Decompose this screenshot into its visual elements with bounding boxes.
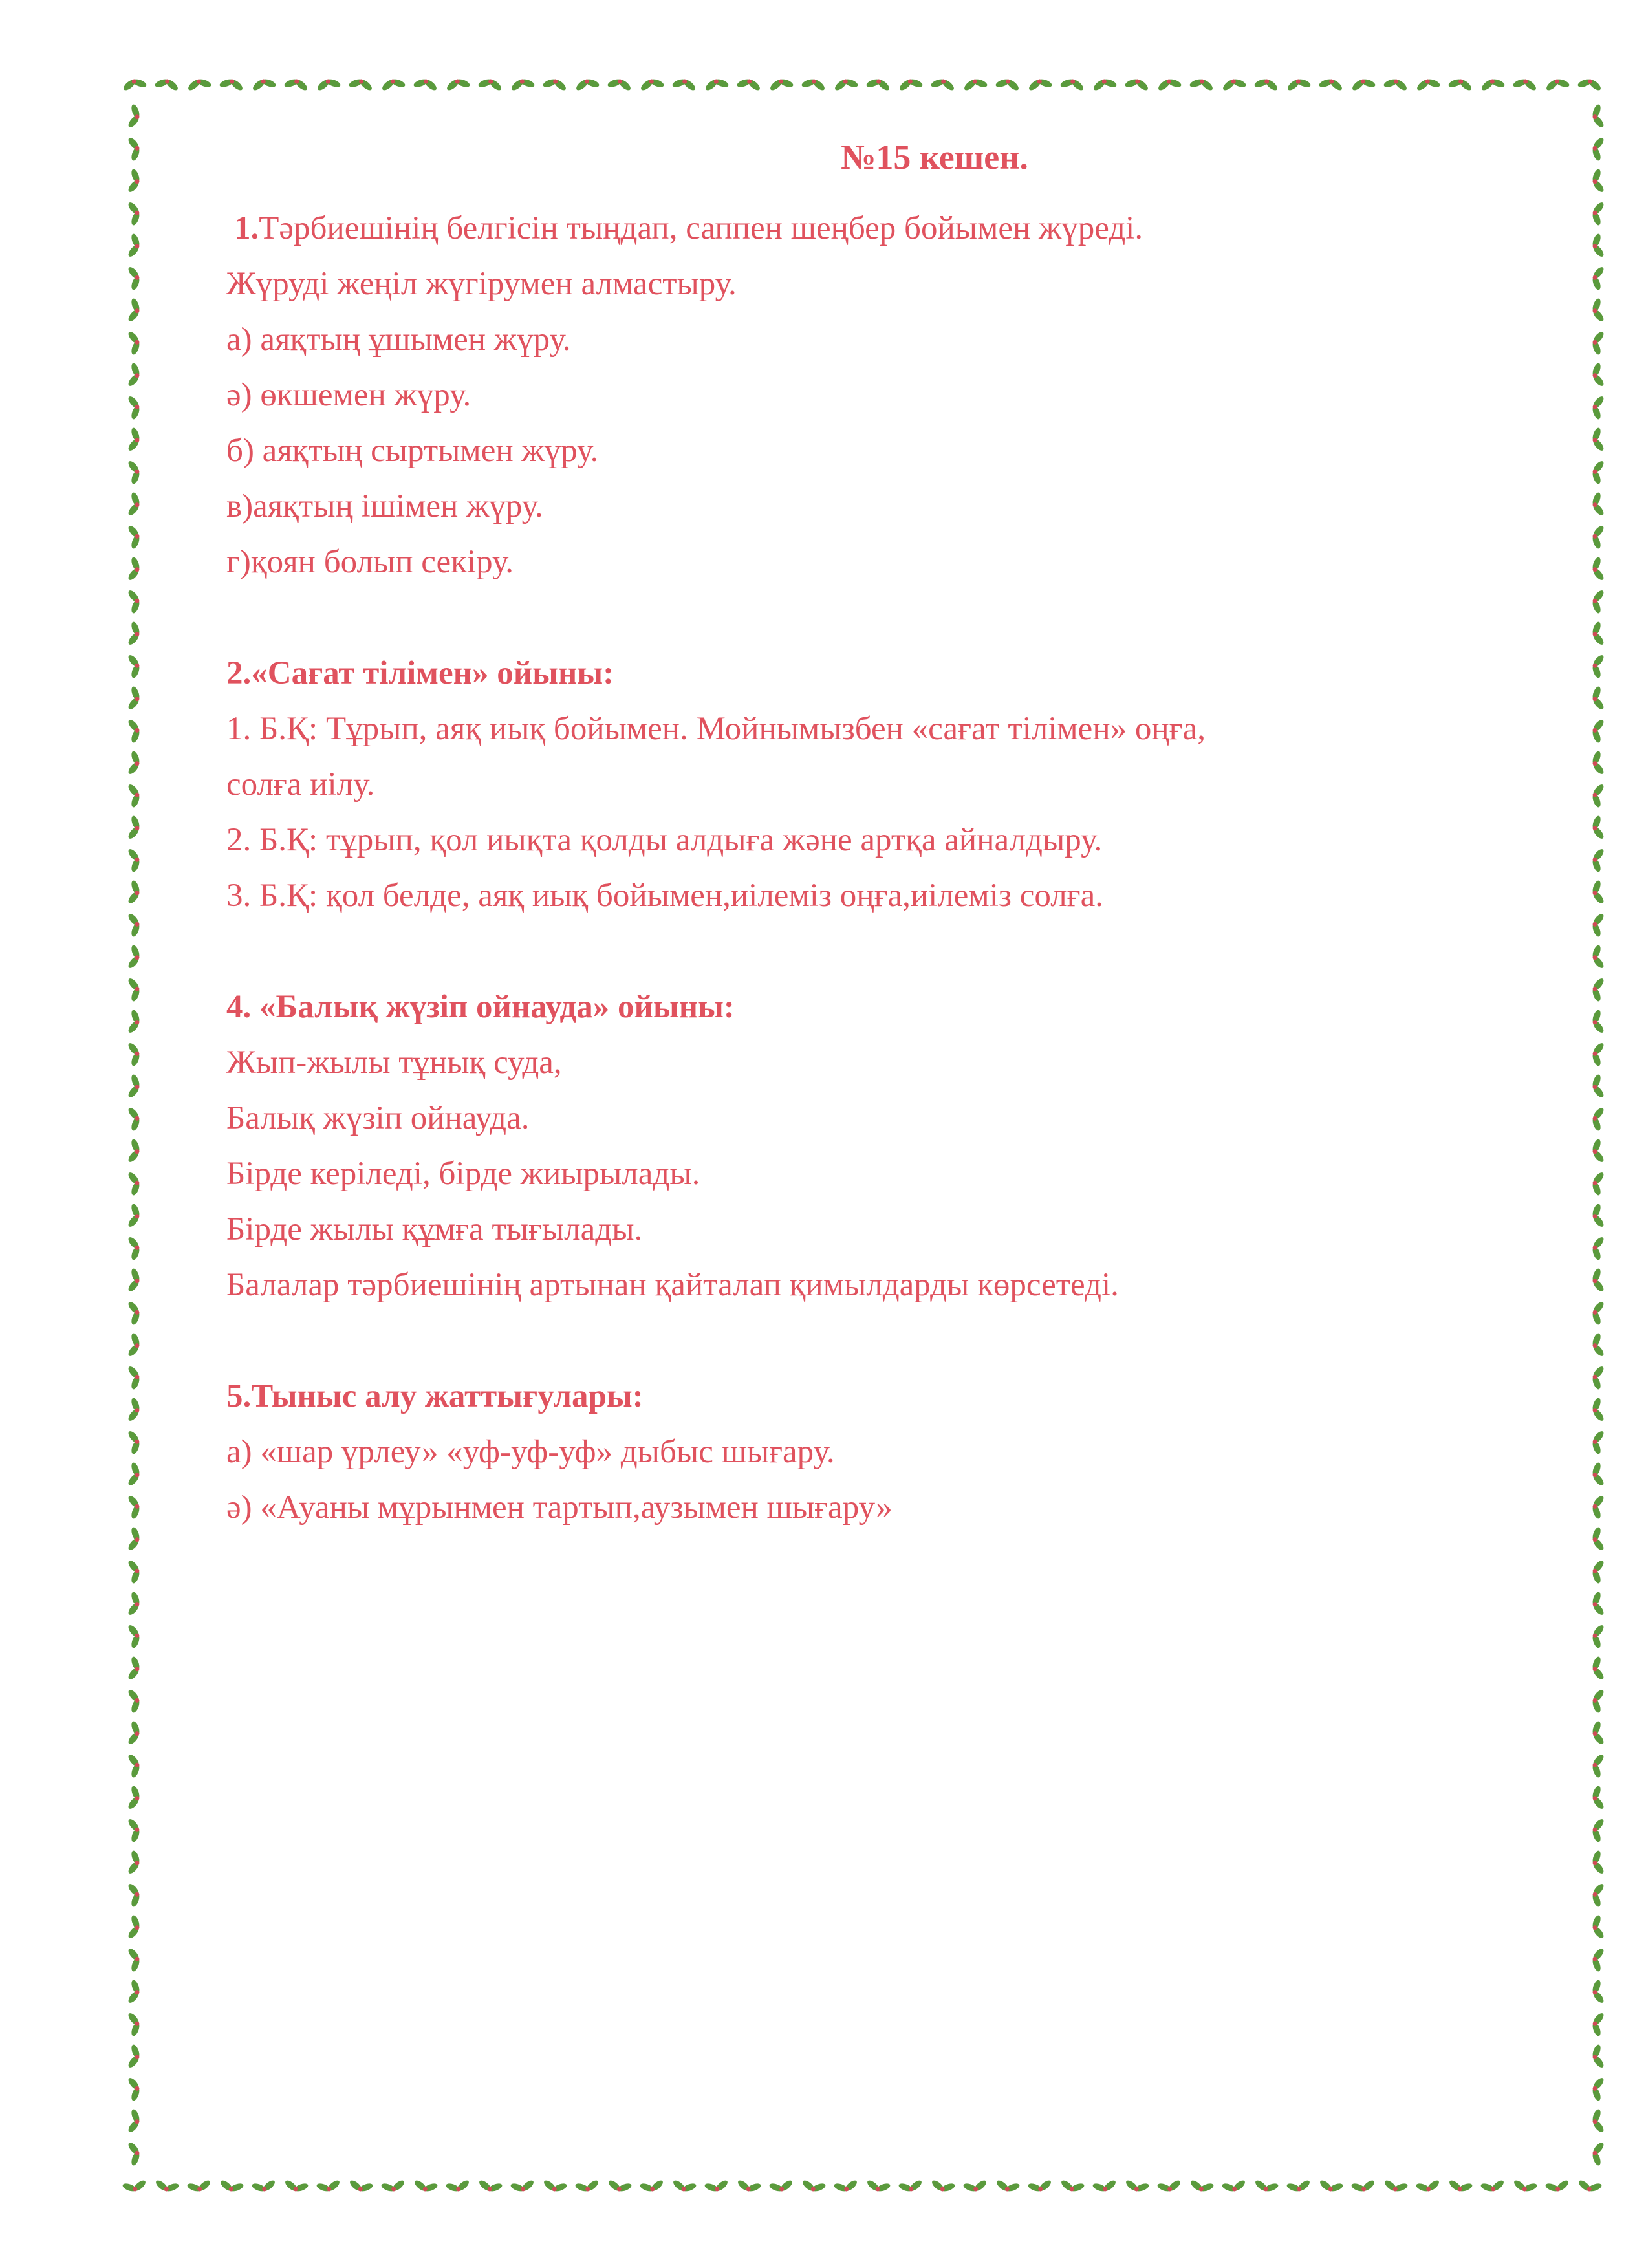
holly-sprig-icon (897, 2178, 925, 2195)
holly-sprig-icon (1589, 103, 1606, 131)
holly-sprig-icon (126, 2011, 143, 2038)
holly-sprig-icon (126, 653, 143, 680)
holly-sprig-icon (126, 491, 143, 519)
holly-sprig-icon (1350, 2178, 1378, 2195)
holly-sprig-icon (315, 2178, 343, 2195)
holly-sprig-icon (126, 750, 143, 777)
holly-sprig-icon (703, 76, 731, 92)
holly-sprig-icon (606, 2178, 634, 2195)
holly-sprig-icon (638, 76, 666, 92)
holly-sprig-icon (1589, 459, 1606, 486)
holly-sprig-icon (126, 362, 143, 389)
holly-sprig-icon (1589, 297, 1606, 325)
holly-sprig-icon (477, 2178, 504, 2195)
holly-sprig-icon (1285, 2178, 1313, 2195)
holly-sprig-icon (126, 1138, 143, 1165)
holly-sprig-icon (126, 1202, 143, 1230)
section-5-line: ә) «Ауаны мұрынмен тартып,аузымен шығару» (226, 1489, 893, 1526)
holly-sprig-icon (1091, 2178, 1119, 2195)
holly-sprig-icon (1253, 2178, 1281, 2195)
holly-sprig-icon (126, 426, 143, 454)
holly-sprig-icon (1589, 685, 1606, 713)
holly-sprig-icon (1589, 2011, 1606, 2038)
section-5 (226, 1368, 1533, 1535)
holly-sprig-icon (1589, 200, 1606, 228)
section-2-line: солға иілу. (226, 766, 375, 803)
holly-sprig-icon (1188, 76, 1216, 92)
holly-sprig-icon (541, 76, 569, 92)
holly-sprig-icon (126, 1267, 143, 1295)
holly-sprig-icon (1123, 2178, 1151, 2195)
section-5-line: а) «шар үрлеу» «уф-уф-уф» дыбыс шығару. (226, 1434, 835, 1470)
holly-sprig-icon (126, 1817, 143, 1844)
section-4-line: Балық жүзіп ойнауда. (226, 1100, 530, 1136)
holly-sprig-icon (994, 2178, 1022, 2195)
section-4-line: Балалар тәрбиешінің артынан қайталап қимылдарды көрсетеді. (226, 1267, 1119, 1303)
holly-sprig-icon (126, 459, 143, 486)
holly-sprig-icon (1589, 653, 1606, 680)
holly-sprig-icon (832, 2178, 860, 2195)
holly-sprig-icon (126, 685, 143, 713)
holly-sprig-icon (1589, 911, 1606, 939)
holly-sprig-icon (218, 2178, 246, 2195)
section-1-line: Жүруді жеңіл жүгірумен алмастыру. (226, 266, 737, 302)
holly-sprig-icon (126, 1655, 143, 1683)
holly-sprig-icon (1589, 1041, 1606, 1068)
holly-sprig-icon (126, 103, 143, 131)
holly-sprig-icon (865, 2178, 893, 2195)
holly-sprig-icon (832, 76, 860, 92)
holly-sprig-icon (126, 814, 143, 842)
page-title: №15 кешен. (841, 138, 1028, 177)
holly-sprig-icon (1317, 2178, 1345, 2195)
holly-sprig-icon (126, 1493, 143, 1521)
section-1-line: ә) өкшемен жүру. (226, 377, 471, 413)
holly-sprig-icon (153, 2178, 181, 2195)
holly-sprig-icon (126, 620, 143, 648)
holly-sprig-icon (1059, 76, 1087, 92)
holly-sprig-icon (1589, 1784, 1606, 1812)
holly-sprig-icon (1026, 76, 1054, 92)
holly-sprig-icon (1589, 1687, 1606, 1715)
holly-sprig-icon (126, 1849, 143, 1877)
holly-sprig-icon (126, 1784, 143, 1812)
holly-sprig-icon (1589, 491, 1606, 519)
holly-sprig-icon (126, 329, 143, 357)
holly-sprig-icon (1589, 2140, 1606, 2168)
section-1-first-text: Тәрбиешінің белгісін тыңдап, саппен шеңбер бойымен жүреді. (259, 210, 1143, 246)
holly-sprig-icon (126, 588, 143, 616)
holly-sprig-icon (1589, 1493, 1606, 1521)
holly-sprig-icon (1544, 76, 1572, 92)
section-5-heading: 5.Тыныс алу жаттығулары: (226, 1378, 644, 1414)
holly-sprig-icon (250, 2178, 278, 2195)
holly-sprig-icon (1511, 2178, 1539, 2195)
holly-sprig-icon (1589, 1461, 1606, 1489)
holly-sprig-icon (186, 2178, 213, 2195)
holly-sprig-icon (126, 1461, 143, 1489)
holly-sprig-icon (1589, 1752, 1606, 1780)
holly-sprig-icon (444, 76, 472, 92)
spacer (226, 590, 1533, 645)
holly-sprig-icon (126, 911, 143, 939)
holly-sprig-icon (929, 76, 957, 92)
holly-sprig-icon (1026, 2178, 1054, 2195)
section-1-line: г)қоян болып секіру. (226, 544, 514, 580)
holly-sprig-icon (283, 2178, 310, 2195)
holly-sprig-icon (126, 1526, 143, 1553)
holly-sprig-icon (768, 76, 796, 92)
holly-sprig-icon (1589, 232, 1606, 260)
holly-sprig-icon (126, 1396, 143, 1424)
holly-sprig-icon (1589, 329, 1606, 357)
holly-sprig-icon (126, 847, 143, 874)
holly-sprig-icon (186, 76, 213, 92)
holly-sprig-icon (126, 1170, 143, 1198)
holly-sprig-icon (574, 2178, 601, 2195)
holly-sprig-icon (1589, 1073, 1606, 1101)
holly-sprig-icon (606, 76, 634, 92)
section-4 (226, 979, 1533, 1313)
holly-sprig-icon (574, 76, 601, 92)
holly-sprig-icon (126, 394, 143, 422)
section-4-line: Бірде жылы құмға тығылады. (226, 1211, 643, 1247)
holly-sprig-icon (1589, 847, 1606, 874)
holly-sprig-icon (1589, 1429, 1606, 1456)
holly-sprig-icon (1589, 1332, 1606, 1359)
holly-sprig-icon (1589, 944, 1606, 971)
holly-sprig-icon (1091, 76, 1119, 92)
holly-sprig-icon (1589, 1558, 1606, 1586)
holly-sprig-icon (1589, 135, 1606, 163)
holly-sprig-icon (126, 1914, 143, 1941)
holly-sprig-icon (1589, 588, 1606, 616)
holly-sprig-icon (250, 76, 278, 92)
holly-sprig-icon (1589, 1396, 1606, 1424)
holly-sprig-icon (126, 1332, 143, 1359)
holly-sprig-icon (1589, 1881, 1606, 1909)
spacer (226, 1313, 1533, 1368)
holly-sprig-icon (126, 1946, 143, 1974)
section-2-line: 3. Б.Қ: қол белде, аяқ иық бойымен,иілеміз оңға,иілеміз солға. (226, 878, 1103, 914)
holly-sprig-icon (671, 2178, 698, 2195)
holly-sprig-icon (412, 76, 440, 92)
holly-sprig-icon (1589, 717, 1606, 745)
holly-sprig-icon (1479, 2178, 1507, 2195)
holly-sprig-icon (1589, 1235, 1606, 1262)
holly-sprig-icon (126, 879, 143, 907)
holly-sprig-icon (126, 2140, 143, 2168)
holly-sprig-icon (126, 1008, 143, 1036)
section-4-line: Бірде керіледі, бірде жиырылады. (226, 1156, 700, 1192)
holly-sprig-icon (126, 2108, 143, 2135)
holly-sprig-icon (1589, 1299, 1606, 1327)
section-2 (226, 645, 1533, 923)
holly-sprig-icon (126, 782, 143, 810)
holly-sprig-icon (1589, 1590, 1606, 1618)
holly-sprig-icon (1589, 879, 1606, 907)
holly-sprig-icon (1589, 1817, 1606, 1844)
holly-sprig-icon (1576, 2178, 1604, 2195)
section-1-line: а) аяқтың ұшымен жүру. (226, 321, 571, 358)
holly-sprig-icon (671, 76, 698, 92)
holly-sprig-icon (126, 1720, 143, 1747)
holly-sprig-icon (1589, 620, 1606, 648)
holly-sprig-icon (126, 1429, 143, 1456)
holly-sprig-icon (126, 232, 143, 260)
holly-sprig-icon (126, 1073, 143, 1101)
holly-sprig-icon (126, 1590, 143, 1618)
holly-sprig-icon (1220, 2178, 1248, 2195)
spacer (226, 923, 1533, 979)
section-1-line: в)аяқтың ішімен жүру. (226, 488, 543, 524)
holly-sprig-icon (126, 1041, 143, 1068)
holly-sprig-icon (153, 76, 181, 92)
holly-sprig-icon (1589, 1978, 1606, 2006)
holly-sprig-icon (1479, 76, 1507, 92)
holly-sprig-icon (1414, 2178, 1442, 2195)
section-1 (226, 200, 1533, 590)
holly-sprig-icon (541, 2178, 569, 2195)
holly-sprig-icon (1589, 1849, 1606, 1877)
holly-sprig-icon (1156, 76, 1184, 92)
holly-sprig-icon (380, 2178, 407, 2195)
holly-sprig-icon (1220, 76, 1248, 92)
holly-sprig-icon (126, 2075, 143, 2103)
section-4-heading: 4. «Балық жүзіп ойнауда» ойыны: (226, 989, 735, 1025)
section-1-number: 1. (234, 210, 259, 246)
holly-sprig-icon (800, 76, 828, 92)
holly-sprig-icon (347, 76, 375, 92)
holly-sprig-icon (1589, 976, 1606, 1004)
holly-sprig-icon (126, 200, 143, 228)
section-2-line: 2. Б.Қ: тұрып, қол иықта қолды алдыға және артқа айналдыру. (226, 822, 1103, 858)
holly-sprig-icon (1059, 2178, 1087, 2195)
holly-sprig-icon (1511, 76, 1539, 92)
holly-sprig-icon (126, 1978, 143, 2006)
holly-sprig-icon (126, 297, 143, 325)
holly-sprig-icon (1589, 2108, 1606, 2135)
holly-sprig-icon (1589, 1105, 1606, 1133)
holly-sprig-icon (962, 2178, 990, 2195)
holly-sprig-icon (768, 2178, 796, 2195)
holly-sprig-icon (1589, 394, 1606, 422)
section-2-heading: 2.«Сағат тілімен» ойыны: (226, 655, 614, 691)
document-body (226, 129, 1533, 1535)
holly-sprig-icon (347, 2178, 375, 2195)
holly-sprig-icon (1589, 2043, 1606, 2071)
holly-sprig-icon (1123, 76, 1151, 92)
holly-sprig-icon (1589, 1267, 1606, 1295)
holly-sprig-icon (126, 1881, 143, 1909)
holly-sprig-icon (283, 76, 310, 92)
holly-sprig-icon (1589, 265, 1606, 292)
holly-sprig-icon (735, 76, 763, 92)
holly-sprig-icon (1589, 556, 1606, 583)
holly-sprig-icon (1589, 750, 1606, 777)
holly-sprig-icon (1589, 1623, 1606, 1650)
holly-sprig-icon (126, 944, 143, 971)
holly-sprig-icon (1576, 76, 1604, 92)
holly-sprig-icon (1589, 782, 1606, 810)
holly-sprig-icon (1589, 1364, 1606, 1392)
holly-sprig-icon (1414, 76, 1442, 92)
holly-sprig-icon (126, 523, 143, 551)
holly-sprig-icon (126, 1752, 143, 1780)
holly-sprig-icon (1317, 76, 1345, 92)
holly-sprig-icon (897, 76, 925, 92)
holly-sprig-icon (126, 976, 143, 1004)
holly-sprig-icon (126, 265, 143, 292)
holly-sprig-icon (380, 76, 407, 92)
section-4-line: Жып-жылы тұнық суда, (226, 1044, 562, 1081)
holly-sprig-icon (126, 1623, 143, 1650)
section-1-first-line (226, 200, 1533, 256)
holly-sprig-icon (1544, 2178, 1572, 2195)
holly-sprig-icon (1589, 1526, 1606, 1553)
holly-sprig-icon (1382, 76, 1410, 92)
holly-sprig-icon (1382, 2178, 1410, 2195)
holly-sprig-icon (126, 135, 143, 163)
holly-sprig-icon (509, 2178, 537, 2195)
holly-sprig-icon (638, 2178, 666, 2195)
holly-sprig-icon (1589, 1946, 1606, 1974)
holly-sprig-icon (1589, 426, 1606, 454)
holly-sprig-icon (1589, 1008, 1606, 1036)
holly-sprig-icon (315, 76, 343, 92)
holly-sprig-icon (126, 167, 143, 195)
holly-sprig-icon (1589, 167, 1606, 195)
holly-sprig-icon (1447, 76, 1475, 92)
holly-sprig-icon (126, 1364, 143, 1392)
holly-sprig-icon (126, 1687, 143, 1715)
holly-sprig-icon (126, 556, 143, 583)
holly-sprig-icon (1589, 1720, 1606, 1747)
holly-sprig-icon (1589, 523, 1606, 551)
section-2-line: 1. Б.Қ: Тұрып, аяқ иық бойымен. Мойнымызбен «сағат тілімен» оңға, (226, 711, 1206, 747)
holly-sprig-icon (412, 2178, 440, 2195)
holly-sprig-icon (735, 2178, 763, 2195)
holly-sprig-icon (509, 76, 537, 92)
holly-sprig-icon (126, 717, 143, 745)
holly-sprig-icon (477, 76, 504, 92)
holly-sprig-icon (962, 76, 990, 92)
holly-sprig-icon (1589, 814, 1606, 842)
holly-sprig-icon (444, 2178, 472, 2195)
holly-sprig-icon (126, 1105, 143, 1133)
holly-sprig-icon (126, 1299, 143, 1327)
holly-sprig-icon (929, 2178, 957, 2195)
holly-sprig-icon (1285, 76, 1313, 92)
holly-sprig-icon (1589, 362, 1606, 389)
holly-sprig-icon (121, 76, 149, 92)
holly-sprig-icon (126, 1235, 143, 1262)
holly-sprig-icon (1253, 76, 1281, 92)
holly-sprig-icon (1350, 76, 1378, 92)
holly-sprig-icon (994, 76, 1022, 92)
holly-sprig-icon (1589, 2075, 1606, 2103)
holly-sprig-icon (121, 2178, 149, 2195)
holly-sprig-icon (1188, 2178, 1216, 2195)
holly-sprig-icon (865, 76, 893, 92)
holly-sprig-icon (126, 2043, 143, 2071)
holly-sprig-icon (1589, 1138, 1606, 1165)
holly-sprig-icon (1447, 2178, 1475, 2195)
holly-sprig-icon (1589, 1202, 1606, 1230)
holly-sprig-icon (218, 76, 246, 92)
holly-sprig-icon (1589, 1170, 1606, 1198)
holly-sprig-icon (800, 2178, 828, 2195)
holly-sprig-icon (1589, 1914, 1606, 1941)
holly-sprig-icon (1589, 1655, 1606, 1683)
section-1-line: б) аяқтың сыртымен жүру. (226, 433, 599, 469)
holly-sprig-icon (126, 1558, 143, 1586)
holly-sprig-icon (1156, 2178, 1184, 2195)
holly-sprig-icon (703, 2178, 731, 2195)
